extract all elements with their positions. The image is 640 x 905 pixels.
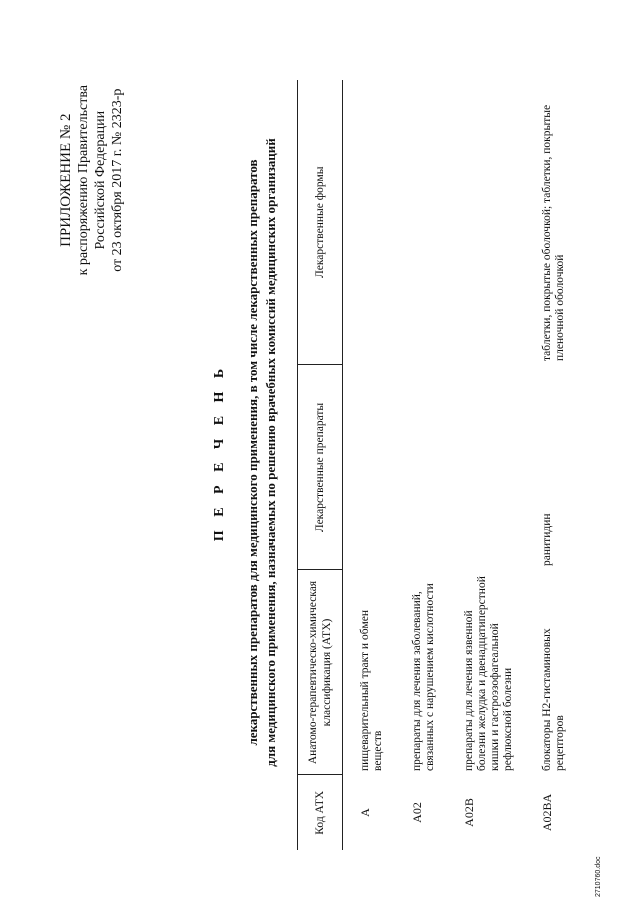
drug-cell — [447, 365, 525, 570]
appendix-title: ПРИЛОЖЕНИЕ № 2 — [58, 113, 74, 247]
dosage-form-cell — [343, 80, 396, 365]
appendix-line: к распоряжению Правительства — [76, 85, 91, 276]
atc-code-cell: A — [358, 808, 372, 817]
column-header-dosage-forms: Лекарственные формы — [298, 80, 343, 365]
classification-cell: препараты для лечения язвенной болезни желудка и двенадцатиперстной кишки и гастроэзофагеальной рефлюксной болезни — [463, 576, 514, 771]
table-row — [525, 80, 577, 850]
classification-cell: препараты для лечения заболеваний, связанных с нарушением кислотности — [411, 583, 436, 771]
atc-code-cell: A02BA — [540, 793, 554, 832]
table-header-row — [298, 80, 343, 850]
column-header-atc-code: Код АТХ — [298, 775, 343, 850]
heading-title: П Е Р Е Ч Е Н Ь — [212, 363, 227, 542]
dosage-form-cell: таблетки, покрытые оболочкой; таблетки, покрытые пленочной оболочкой — [541, 104, 566, 361]
table-row — [447, 80, 525, 850]
appendix-line: от 23 октября 2017 г. № 2323-р — [110, 88, 125, 272]
column-header-classification: Анатомо-терапевтическо-химическая классификация (АТХ) — [298, 570, 343, 775]
drug-cell — [343, 365, 396, 570]
column-header-drugs: Лекарственные препараты — [298, 365, 343, 570]
classification-cell: блокаторы H2-гистаминовых рецепторов — [541, 628, 566, 771]
drug-list-table — [297, 80, 577, 850]
appendix-block — [58, 85, 126, 275]
dosage-form-cell — [395, 80, 447, 365]
table-row — [343, 80, 396, 850]
document-reference: 2710760.doc — [595, 856, 602, 897]
table-row — [395, 80, 447, 850]
atc-code-cell: A02B — [462, 798, 476, 827]
heading-line: для медицинского применения, назначаемых по решению врачебных комиссий медицинских организаций — [263, 138, 278, 767]
classification-cell: пищеварительный тракт и обмен веществ — [359, 610, 384, 771]
drug-cell — [395, 365, 447, 570]
document-heading — [212, 0, 280, 905]
appendix-line: Российской Федерации — [93, 110, 108, 250]
drug-cell: ранитидин — [541, 513, 553, 566]
dosage-form-cell — [447, 80, 525, 365]
heading-line: лекарственных препаратов для медицинского применения, в том числе лекарственных препаратов — [245, 159, 260, 746]
atc-code-cell: A02 — [410, 802, 424, 823]
